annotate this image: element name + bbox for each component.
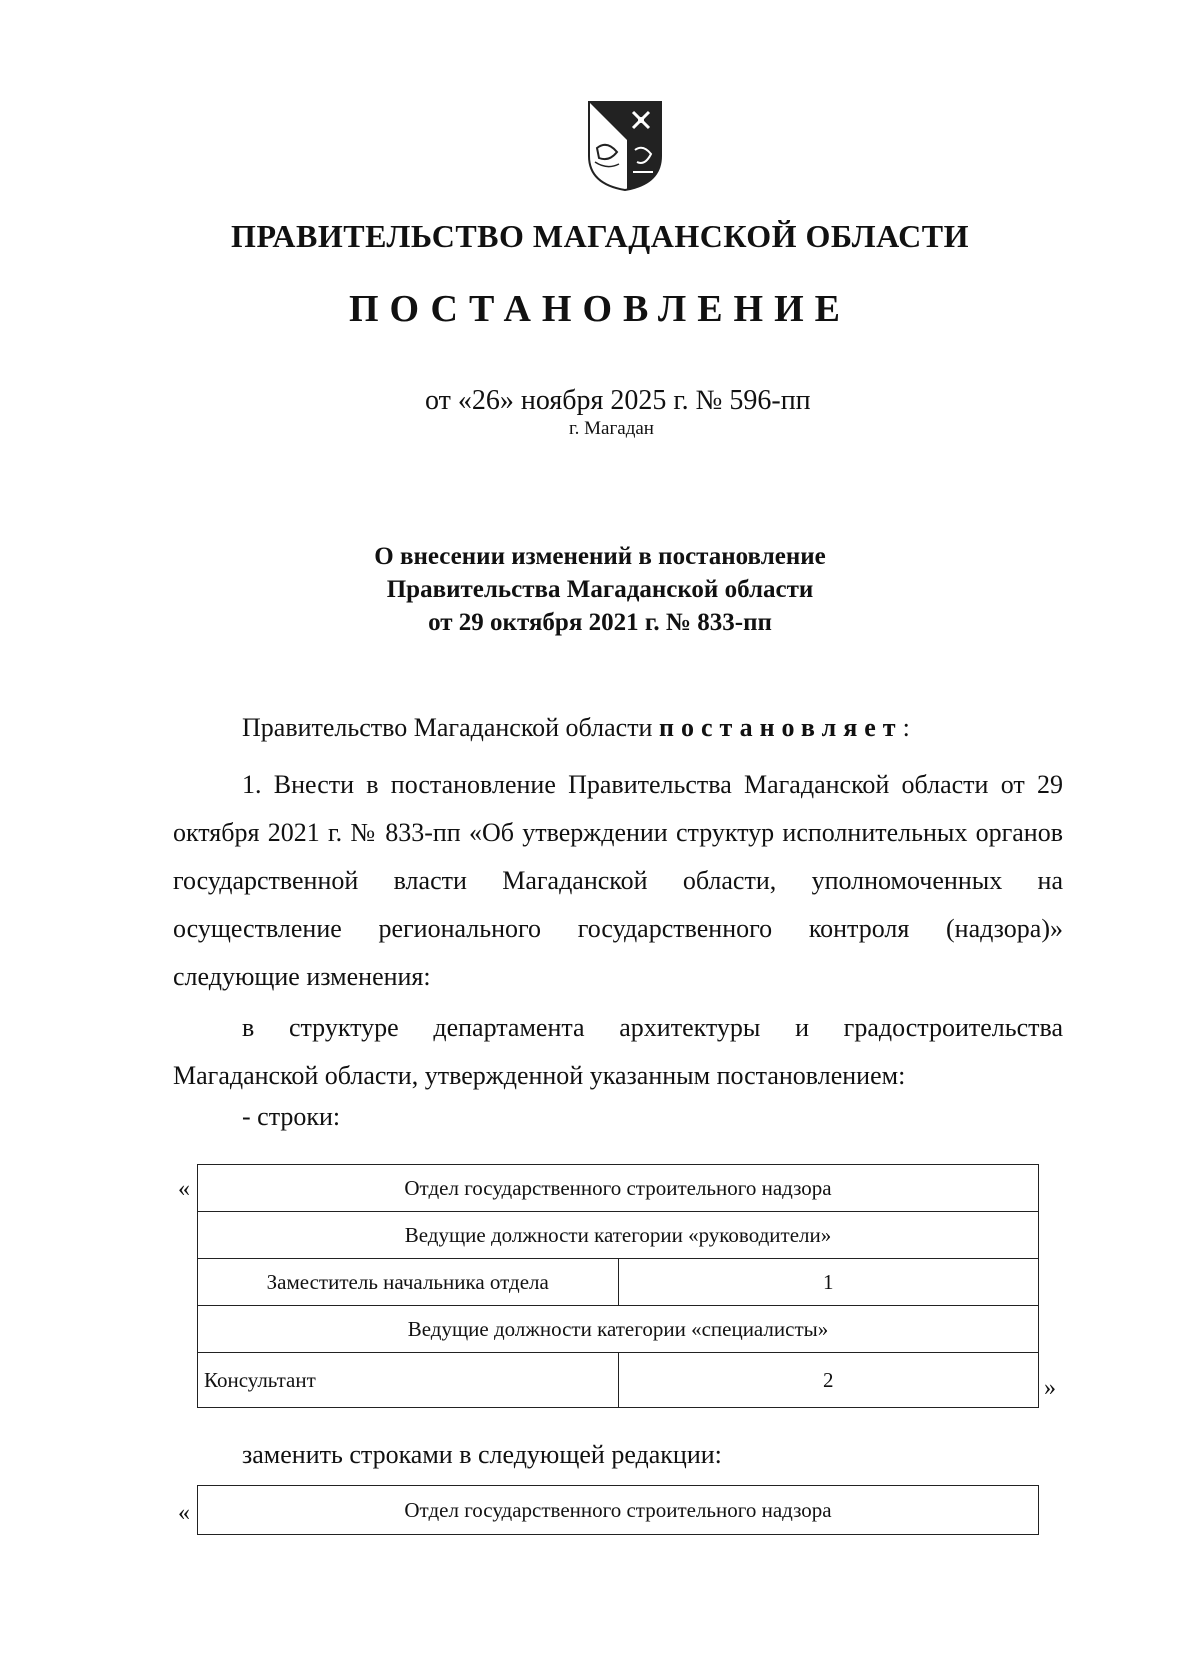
document-subject	[0, 540, 1200, 639]
table-row	[198, 1212, 1039, 1259]
table-row	[198, 1259, 1039, 1306]
table-old-open-quote: «	[178, 1176, 190, 1202]
table-row	[198, 1486, 1039, 1535]
table-cell: 1	[618, 1259, 1039, 1306]
document-type: ПОСТАНОВЛЕНИЕ	[348, 288, 852, 330]
table-cell: Ведущие должности категории «руководители»	[198, 1212, 1039, 1259]
table-new-open-quote: «	[178, 1500, 190, 1526]
government-title: ПРАВИТЕЛЬСТВО МАГАДАНСКОЙ ОБЛАСТИ	[231, 218, 969, 254]
table-old-rows	[197, 1164, 1039, 1408]
paragraph-1: 1. Внести в постановление Правительства Магаданской области от 29 октября 2021 г. № 833-пп «Об утверждении структур исполнительных органов государственной власти Магаданской области, уполномоченных на осуществление регионального государственного контроля (надзора)» следующие изменения:	[173, 770, 1063, 991]
table-old-close-quote: »	[1044, 1375, 1056, 1401]
table-cell: 2	[618, 1353, 1039, 1408]
subject-line: от 29 октября 2021 г. № 833-пп	[428, 609, 772, 636]
table-cell: Заместитель начальника отдела	[198, 1259, 619, 1306]
table-cell: Консультант	[198, 1353, 619, 1408]
intro-text: Правительство Магаданской области	[242, 713, 659, 742]
intro-paragraph	[242, 713, 1062, 743]
table-cell: Ведущие должности категории «специалисты»	[198, 1306, 1039, 1353]
table-new-rows	[197, 1485, 1039, 1535]
table-row	[198, 1306, 1039, 1353]
coat-of-arms-emblem	[587, 100, 663, 192]
table-row	[198, 1353, 1039, 1408]
lines-label: - строки:	[242, 1102, 341, 1131]
table-row	[198, 1165, 1039, 1212]
table-cell: Отдел государственного строительного надзора	[198, 1486, 1039, 1535]
intro-spaced-verb: постановляет	[658, 713, 903, 742]
replace-label: заменить строками в следующей редакции:	[242, 1440, 722, 1469]
subject-line: Правительства Магаданской области	[386, 576, 814, 603]
table-cell: Отдел государственного строительного надзора	[198, 1165, 1039, 1212]
document-date-number: от «26» ноября 2025 г. № 596-пп	[425, 385, 811, 416]
intro-colon: :	[902, 713, 910, 742]
subject-line: О внесении изменений в постановление	[374, 543, 826, 570]
paragraph-2: в структуре департамента архитектуры и градостроительства Магаданской области, утвержденной указанным постановлением:	[173, 1013, 1063, 1090]
document-city: г. Магадан	[569, 418, 654, 439]
